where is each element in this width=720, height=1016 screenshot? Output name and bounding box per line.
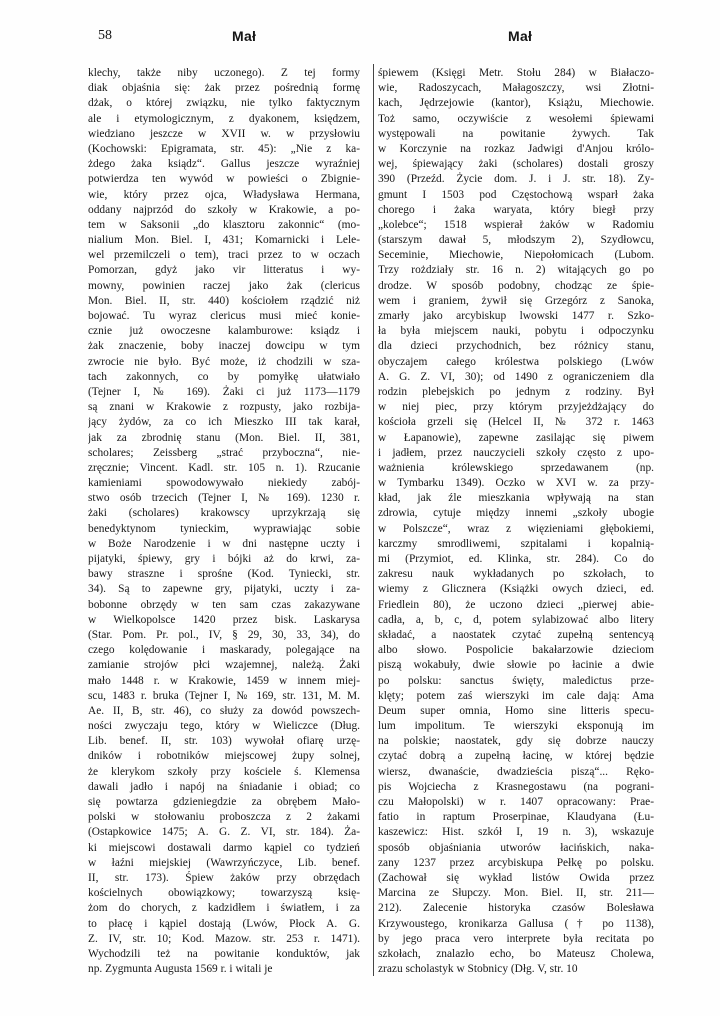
text-line: bawy straszne i sprośne (Kod. Tyniecki, str. <box>88 568 360 581</box>
text-line: zmarły jako arcybiskup lwowski 1477 r. Szko- <box>378 310 654 322</box>
text-line: kościelnych obowiązkowy; towarzyszą księ- <box>88 887 360 900</box>
text-line: Z. IV, str. 10; Kod. Mazow. str. 253 r. 1471). <box>88 932 360 945</box>
text-line: zakresu nauk wykładanych po szkołach, to <box>378 568 654 581</box>
text-line: żak znaczenie, boby inaczej dowcipu w tym <box>88 340 360 353</box>
text-line: czu Małopolski) w r. 1407 opracowany: Prae- <box>378 796 654 808</box>
text-line: zamianie strojów płci wzajemnej, należą. Żaki <box>88 659 360 672</box>
text-line: piszą wokabuły, dwie słowie po łacinie a dwie <box>378 659 654 672</box>
text-line: kamieniami spowodowywało niekiedy zabój- <box>88 477 360 490</box>
text-line: mi (Przymiot, ed. Klinka, str. 284). Co do <box>378 553 654 565</box>
text-line: gmunt I 1503 pod Częstochową wsparł żaka <box>378 188 654 201</box>
right-text-column <box>378 66 654 977</box>
text-line: wiemy z Glicznera (Książki owych dzieci, ed. <box>378 583 654 596</box>
text-line: diak objaśnia się: żak przez pośrednią formę <box>88 82 360 95</box>
text-line: Krzywoustego, kronikarza Gallusa († po 1138), <box>378 917 654 930</box>
text-line: wie, Radoszycach, Małagoszczy, wsi Złotni- <box>378 82 654 95</box>
text-line: kościoła grzeli się (Helcel II, № 372 r. 1463 <box>378 416 654 429</box>
text-line: drodze. W sposób podobny, chodząc ze śpie- <box>378 279 654 292</box>
text-line: zręcznie; Vincent. Kadl. str. 105 n. 1). Rzucanie <box>88 461 360 474</box>
text-line: potwierdza ten wywód w powieści o Zbignie- <box>88 173 360 186</box>
text-line: kach, Jędrzejowie (kantor), Książu, Miechowie. <box>378 97 654 110</box>
text-line: ła była miejscem nauki, pobytu i odpoczynku <box>378 325 654 338</box>
text-line: w Polszcze“, wraz z więzieniami głębokiemi, <box>378 522 654 535</box>
page-number: 58 <box>98 28 112 43</box>
text-line: tem w Saksonii „do klasztoru zakonnic“ (mo- <box>88 218 360 231</box>
text-line: w Boże Narodzenie i w dni następne uczty i <box>88 537 360 550</box>
text-line: Trzy rożdziały str. 16 n. 2) witających go po <box>378 264 654 277</box>
text-line: w Wielkopolsce 1420 przez bisk. Laskarysa <box>88 613 360 626</box>
text-line: (Kochowski: Epigramata, str. 45): „Nie z ka- <box>88 142 360 155</box>
text-line: ale i etymologicznym, z dyakonem, księdzem, <box>88 112 360 125</box>
text-line: Friedlein 80), że uczono dzieci „pierwej abie- <box>378 598 654 611</box>
text-line: polski w stołowaniu proboszcza z 2 żakami <box>88 811 360 824</box>
text-line: obyczajem całego królestwa polskiego (Lwów <box>378 355 654 368</box>
text-line: wel przemilczeli o tem), traci przez to w oczach <box>88 249 360 262</box>
text-line: 34). Są to zapewne gry, pijatyki, uczty i za- <box>88 583 360 596</box>
text-line: benedyktynom tynieckim, wyprawiając sobie <box>88 522 360 535</box>
text-line: karczmy smrodliwemi, szpitalami i kopalnią- <box>378 537 654 550</box>
text-line: w łaźni miejskiej (Wawrzyńczyce, Lib. benef. <box>88 856 360 869</box>
text-line: klechy, także niby uczonego). Z tej formy <box>88 67 360 79</box>
text-line: klęty; potem zaś wierszyki im cale dają: Ama <box>378 689 654 702</box>
text-line: mowny, powinien raczej jako żak (clericus <box>88 279 360 292</box>
text-line: (Ostapkowice 1475; A. G. Z. VI, str. 184). Ża- <box>88 826 360 839</box>
text-line: czego kolędowanie i maskarady, polegające na <box>88 644 360 657</box>
text-line: pis Wojciecha z Krasnegostawu (na pograni- <box>378 780 654 793</box>
text-line: sposób objaśniania utworów łacińskich, naka- <box>378 841 654 854</box>
text-line: czytać dobrą a zupełną łacinę, w której będzie <box>378 750 654 763</box>
text-line: ki miejscowi dostawali darmo kąpiel co tydzień <box>88 841 360 854</box>
text-line: wej, śpiewający żaki (scholares) dostali groszy <box>378 158 654 171</box>
text-line: zrazu scholastyk w Stobnicy (Dłg. V, str. 10 <box>378 963 578 976</box>
text-line: jący żydów, za co ich Mieszko III tak karał, <box>88 416 360 429</box>
text-line: II, str. 173). Śpiew żaków przy obrzędach <box>88 871 360 884</box>
text-line: występowali na powitanie żywych. Tak <box>378 127 654 140</box>
text-line: np. Zygmunta Augusta 1569 r. i witali je <box>88 963 273 976</box>
text-line: fatio in raptum Proserpinae, Klaudyana (Łu- <box>378 811 654 824</box>
text-line: w Korczynie na rozkaz Jadwigi d'Anjou królo- <box>378 142 654 155</box>
text-line: jak za zbrodnię stanu (Mon. Biel. II, 381, <box>88 431 360 444</box>
text-line: żdego żaka ksiądz“. Gallus jeszcze wyraźniej <box>88 158 360 171</box>
text-line: rodzin plebejskich po jednym z rodziny. Był <box>378 385 654 398</box>
left-text-column <box>88 66 360 977</box>
text-line: bojować. Tu wyraz clericus musi mieć konie- <box>88 310 360 322</box>
text-line: by jego praca vero interprete była recitata po <box>378 932 654 945</box>
text-line: Wychodzili też na powitanie konduktów, jak <box>88 947 360 960</box>
text-line: cadła, a, b, c, d, potem sylabizować albo litery <box>378 613 654 626</box>
column-divider <box>373 64 374 976</box>
text-line: nialium Mon. Biel. I, 431; Komarnicki i Lele- <box>88 234 360 247</box>
text-line: pijatyki, śpiewy, gry i bójki aż do krwi, za- <box>88 553 360 565</box>
text-line: są znani w Krakowie z rozpusty, jako rozbija- <box>88 401 360 414</box>
text-line: (Star. Pom. Pr. pol., IV, § 29, 30, 33, 34), do <box>88 628 360 641</box>
text-line: Toż samo, oczywiście z wesołemi śpiewami <box>378 112 654 125</box>
text-line: mało 1448 r. w Krakowie, 1459 w innem miej- <box>88 674 360 687</box>
text-line: bobonne obrzędy w ten sam czas zakazywane <box>88 598 360 611</box>
text-line: albo słowo. Pospolicie bakałarzowie dzieciom <box>378 644 654 657</box>
running-head-right-word: Mał <box>508 28 533 44</box>
running-head <box>0 26 720 50</box>
text-line: kład, jak źle mieszkania wpływają na stan <box>378 492 654 505</box>
text-line: ności zwyczaju tego, który w Wieliczce (Dług. <box>88 720 360 733</box>
text-line: się powtarza gdzieniegdzie za obrębem Mało- <box>88 796 360 808</box>
text-line: po polsku: sanctus święty, maledictus prze- <box>378 674 654 687</box>
text-line: Lib. benef. II, str. 103) wywołał ofiarę urzę- <box>88 735 360 748</box>
text-line: w Tymbarku 1349). Oczko w XVI w. za przy- <box>378 477 654 490</box>
text-line: na polskie; naostatek, gdy się dobrze nauczy <box>378 735 654 748</box>
text-line: Pomorzan, gdyż jako vir litteratus i wy- <box>88 264 360 277</box>
text-line: w Łapanowie), zapewne zasilając się piwem <box>378 431 654 444</box>
text-line: śpiewem (Księgi Metr. Stołu 284) w Białaczo- <box>378 67 654 79</box>
running-head-left-word: Mał <box>232 28 257 44</box>
text-line: stwo osób trzecich (Tejner I, № 169). 1230 r. <box>88 492 360 505</box>
text-line: wie, który przez ojca, Władysława Hermana, <box>88 188 360 201</box>
text-line: żom do chorych, z kadzidłem i światłem, i za <box>88 902 360 915</box>
text-line: (Zachował się wykład listów Owida przez <box>378 871 654 884</box>
text-line: kaszewicz: Hist. szkół I, 19 n. 3), wskazuje <box>378 826 654 839</box>
text-line: i jadłem, przez nauczycieli szkoły często z upo- <box>378 446 654 459</box>
text-line: tach zakonnych, co by pomyłkę ułatwiało <box>88 370 360 383</box>
text-line: składać, a naostatek czytać zupełną sentencyą <box>378 628 654 641</box>
text-line: oddany najprzód do szkoły w Krakowie, a po- <box>88 203 360 216</box>
text-line: w niej piec, przy którym przyjeżdżający do <box>378 401 654 414</box>
text-line: ważnienia królewskiego sprzedawanem (np. <box>378 461 654 474</box>
text-line: (starszym dawał 5, młodszym 2), Szydłowcu, <box>378 234 654 247</box>
text-line: scholares; Zeissberg „strać przyboczna“, nie- <box>88 446 360 459</box>
text-line: 390 (Przeźd. Życie dom. J. i J. str. 18). Zy- <box>378 173 654 186</box>
text-line: że klerykom szkoły przy kościele ś. Klemensa <box>88 765 360 778</box>
text-line: dla dzieci przychodnich, bez różnicy stanu, <box>378 340 654 353</box>
text-line: scu, 1483 r. bruka (Tejner I, № 169, str. 131, M. M. <box>88 689 360 702</box>
text-line: lum impolitum. Te wierszyki eksponują im <box>378 720 654 733</box>
text-line: szkołach, znalazło echo, bo Mateusz Cholewa, <box>378 947 654 960</box>
text-line: to płacę i kąpiel dostają (Lwów, Płock A. G. <box>88 917 360 930</box>
text-line: 212). Zalecenie historyka czasów Bolesława <box>378 902 654 915</box>
text-line: A. G. Z. VI, 30); od 1490 z ograniczeniem dla <box>378 370 654 383</box>
text-line: dżak, o której związku, nie tylko faktycznym <box>88 97 360 110</box>
text-line: Deum super omnia, Homo sine litteris specu- <box>378 704 654 717</box>
text-line: cznie już owoczesne kalamburowe: ksiądz i <box>88 325 360 338</box>
text-line: zany 1237 przez arcybiskupa Pełkę po polsku. <box>378 856 654 869</box>
text-line: wem i graniem, żywił się Grzegórz z Sanoka, <box>378 294 654 307</box>
text-line: zdrowia, cytuje między innemi „szkoły ubogie <box>378 507 654 520</box>
text-line: żaki (scholares) krakowscy uprzykrzają się <box>88 507 360 520</box>
text-line: wiersz, dwanaście, dwadzieścia piszą“... Ręko- <box>378 765 654 778</box>
text-line: Seceminie, Miechowie, Niepołomicach (Lubom. <box>378 249 654 262</box>
text-line: Ae. II, B, str. 46), co służy za dowód powszech- <box>88 704 360 717</box>
text-line: chorego i żaka waryata, który biegł przy <box>378 203 654 216</box>
text-line: dawali jadło i napój na śniadanie i obiad; co <box>88 780 360 793</box>
text-line: wiedziano jeszcze w XVII w. w przysłowiu <box>88 127 360 140</box>
text-line: dników i robotników miejscowej żupy solnej, <box>88 750 360 763</box>
text-line: Marcina ze Słupczy. Mon. Biel. II, str. 211— <box>378 887 654 900</box>
text-line: Mon. Biel. II, str. 440) kościołem rządzić niż <box>88 294 360 307</box>
text-line: (Tejner I, № 169). Żaki ci już 1173—1179 <box>88 385 360 398</box>
text-line: zwrocie nie było. Być może, iż chodzili w sza- <box>88 355 360 368</box>
text-line: „kolebce“; 1518 wspierał żaków w Radomiu <box>378 218 654 231</box>
